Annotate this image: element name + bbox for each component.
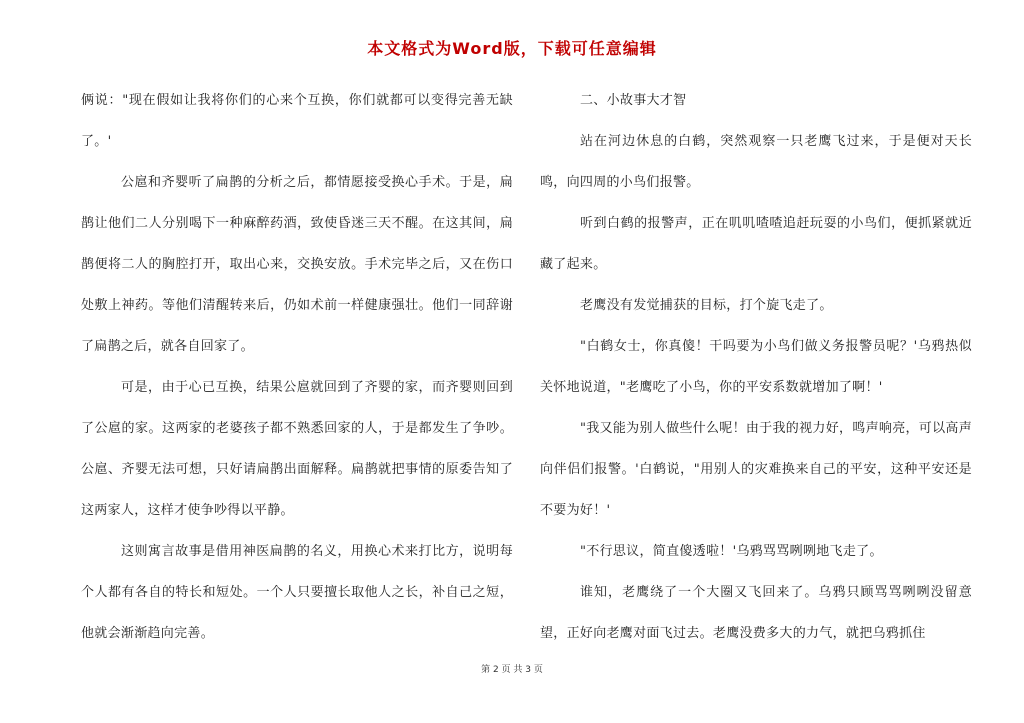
paragraph: 站在河边休息的白鹤，突然观察一只老鹰飞过来，于是便对天长鸣，向四周的小鸟们报警。 [540, 134, 972, 190]
paragraph: 俩说："现在假如让我将你们的心来个互换，你们就都可以变得完善无缺了。' [81, 93, 513, 149]
paragraph: 谁知，老鹰绕了一个大圈又飞回来了。乌鸦只顾骂骂咧咧没留意望，正好向老鹰对面飞过去。老鹰没费多大的力气，就把乌鸦抓住 [540, 585, 972, 641]
left-text-column [81, 80, 513, 654]
paragraph: "白鹤女士，你真傻！干吗要为小鸟们做义务报警员呢？'乌鸦热似关怀地说道，"老鹰吃了小鸟，你的平安系数就增加了啊！' [540, 339, 972, 395]
paragraph: 老鹰没有发觉捕获的目标，打个旋飞走了。 [580, 298, 833, 313]
paragraph: 公扈和齐婴听了扁鹊的分析之后，都情愿接受换心手术。于是，扁鹊让他们二人分别喝下一种麻醉药酒，致使昏迷三天不醒。在这其间，扁鹊便将二人的胸腔打开，取出心来，交换安放。手术完毕之后，又在伤口处敷上神药。等他们清醒转来后，仍如术前一样健康强壮。他们一同辞谢了扁鹊之后，就各自回家了。 [81, 175, 513, 354]
paragraph: 这则寓言故事是借用神医扁鹊的名义，用换心术来打比方，说明每个人都有各自的特长和短处。一个人只要擅长取他人之长，补自己之短，他就会渐渐趋向完善。 [81, 544, 513, 641]
paragraph: "我又能为别人做些什么呢！由于我的视力好，鸣声响亮，可以高声向伴侣们报警。'白鹤说，"用别人的灾难换来自己的平安，这种平安还是不要为好！' [540, 421, 972, 518]
right-text-column [540, 80, 972, 654]
document-header-title: 本文格式为Word版，下载可任意编辑 [367, 39, 657, 58]
paragraph: 听到白鹤的报警声，正在叽叽喳喳追赶玩耍的小鸟们，便抓紧就近藏了起来。 [540, 216, 972, 272]
paragraph: "不行思议，简直傻透啦！'乌鸦骂骂咧咧地飞走了。 [580, 544, 883, 559]
paragraph: 可是，由于心已互换，结果公扈就回到了齐婴的家，而齐婴则回到了公扈的家。这两家的老婆孩子都不熟悉回家的人，于是都发生了争吵。公扈、齐婴无法可想，只好请扁鹊出面解释。扁鹊就把事情的原委告知了这两家人，这样才使争吵得以平静。 [81, 380, 513, 518]
section-heading: 二、小故事大才智 [580, 93, 687, 108]
page-number-footer: 第 2 页 共 3 页 [481, 665, 543, 675]
